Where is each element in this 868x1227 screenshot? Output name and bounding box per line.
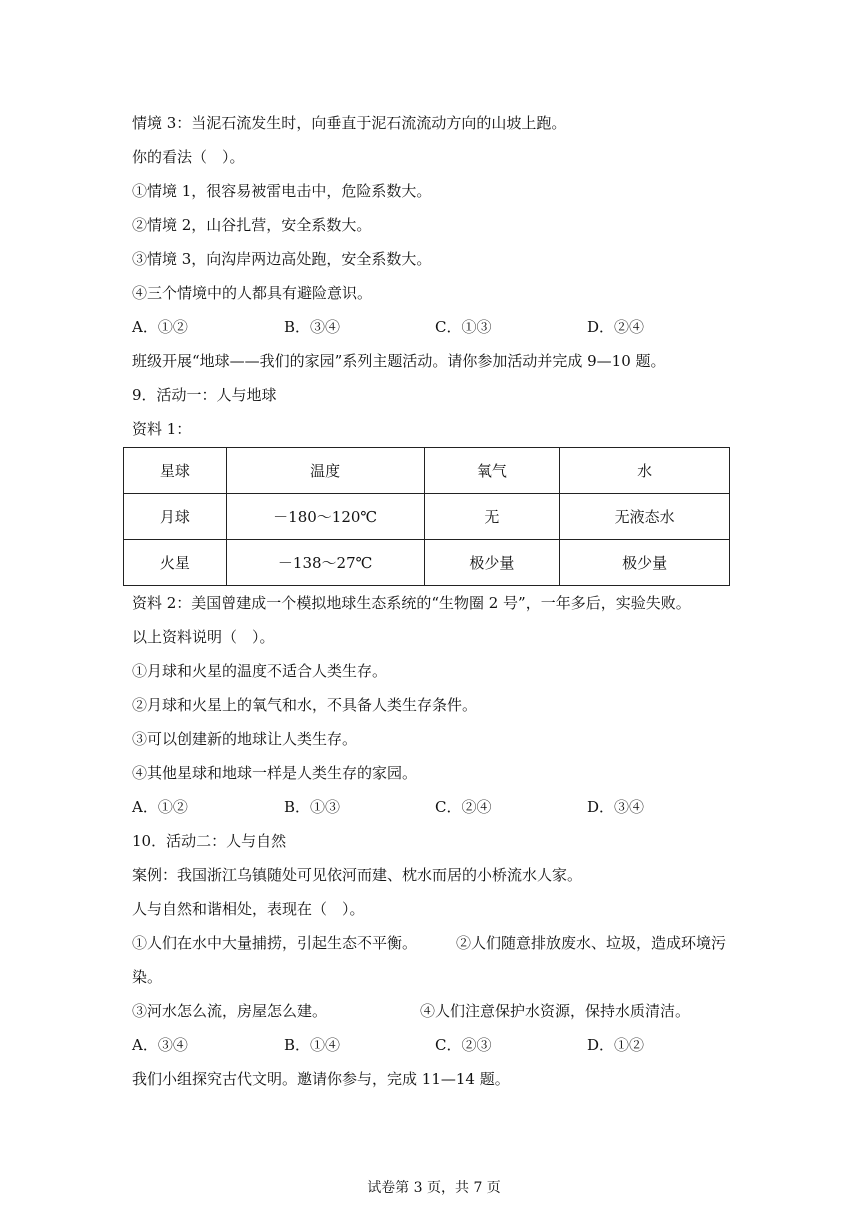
q8-statement-2: ②情境 2，山谷扎营，安全系数大。 (132, 216, 372, 234)
q10-statement-3: ③河水怎么流，房屋怎么建。 (132, 1002, 328, 1020)
q9-option-a[interactable]: A．①② (132, 798, 188, 816)
table-header-row (124, 448, 730, 494)
q8-statement-4: ④三个情境中的人都具有避险意识。 (132, 284, 373, 302)
table-cell: －180～120℃ (226, 494, 424, 540)
table-cell: 无液态水 (560, 494, 730, 540)
table-cell: 极少量 (424, 540, 560, 586)
q10-statement-2: ②人们随意排放废水、垃圾，造成环境污 (456, 934, 727, 952)
q8-statement-3: ③情境 3，向沟岸两边高处跑，安全系数大。 (132, 250, 432, 268)
q9-option-d[interactable]: D．③④ (587, 798, 645, 816)
q10-statement-4: ④人们注意保护水资源，保持水质清洁。 (420, 1002, 691, 1020)
planet-table (123, 447, 730, 586)
table-header-cell: 温度 (226, 448, 424, 494)
q10-prompt: 人与自然和谐相处，表现在（ ）。 (132, 900, 365, 918)
q10-title: 10．活动二：人与自然 (132, 832, 287, 850)
q10-statement-2-cont: 染。 (132, 968, 163, 986)
table-row (124, 494, 730, 540)
q8-option-b[interactable]: B．③④ (284, 318, 341, 336)
q10-statement-1: ①人们在水中大量捕捞，引起生态不平衡。 (132, 934, 418, 952)
q9-statement-1: ①月球和火星的温度不适合人类生存。 (132, 662, 388, 680)
table-cell: 月球 (124, 494, 227, 540)
q9-material1-label: 资料 1： (132, 420, 192, 438)
q8-statement-1: ①情境 1，很容易被雷电击中，危险系数大。 (132, 182, 432, 200)
table-cell: 极少量 (560, 540, 730, 586)
q8-prompt: 你的看法（ ）。 (132, 148, 245, 166)
table-header-cell: 氧气 (424, 448, 560, 494)
q10-option-b[interactable]: B．①④ (284, 1036, 341, 1054)
q8-option-c[interactable]: C．①③ (435, 318, 492, 336)
q9-title: 9．活动一：人与地球 (132, 386, 277, 404)
q9-statement-4: ④其他星球和地球一样是人类生存的家园。 (132, 764, 418, 782)
q8-option-d[interactable]: D．②④ (587, 318, 645, 336)
table-row (124, 540, 730, 586)
table-cell: 无 (424, 494, 560, 540)
q10-option-a[interactable]: A．③④ (132, 1036, 188, 1054)
q10-case: 案例：我国浙江乌镇随处可见依河而建、枕水而居的小桥流水人家。 (132, 866, 583, 884)
table-cell: 火星 (124, 540, 227, 586)
q10-option-d[interactable]: D．①② (587, 1036, 645, 1054)
q9-statement-2: ②月球和火星上的氧气和水，不具备人类生存条件。 (132, 696, 478, 714)
q9-material2: 资料 2：美国曾建成一个模拟地球生态系统的“生物圈 2 号”，一年多后，实验失败。 (132, 594, 691, 612)
table-header-cell: 星球 (124, 448, 227, 494)
intro-11-14: 我们小组探究古代文明。邀请你参与，完成 11—14 题。 (132, 1070, 510, 1088)
q9-statement-3: ③可以创建新的地球让人类生存。 (132, 730, 358, 748)
q9-option-b[interactable]: B．①③ (284, 798, 341, 816)
table-header-cell: 水 (560, 448, 730, 494)
q10-option-c[interactable]: C．②③ (435, 1036, 492, 1054)
table-cell: －138～27℃ (226, 540, 424, 586)
intro-9-10: 班级开展“地球——我们的家园”系列主题活动。请你参加活动并完成 9—10 题。 (132, 352, 666, 370)
q8-option-a[interactable]: A．①② (132, 318, 188, 336)
q9-option-c[interactable]: C．②④ (435, 798, 492, 816)
q8-scenario3: 情境 3：当泥石流发生时，向垂直于泥石流流动方向的山坡上跑。 (132, 114, 567, 132)
page-footer: 试卷第 3 页，共 7 页 (367, 1180, 501, 1196)
q9-prompt: 以上资料说明（ ）。 (132, 628, 275, 646)
